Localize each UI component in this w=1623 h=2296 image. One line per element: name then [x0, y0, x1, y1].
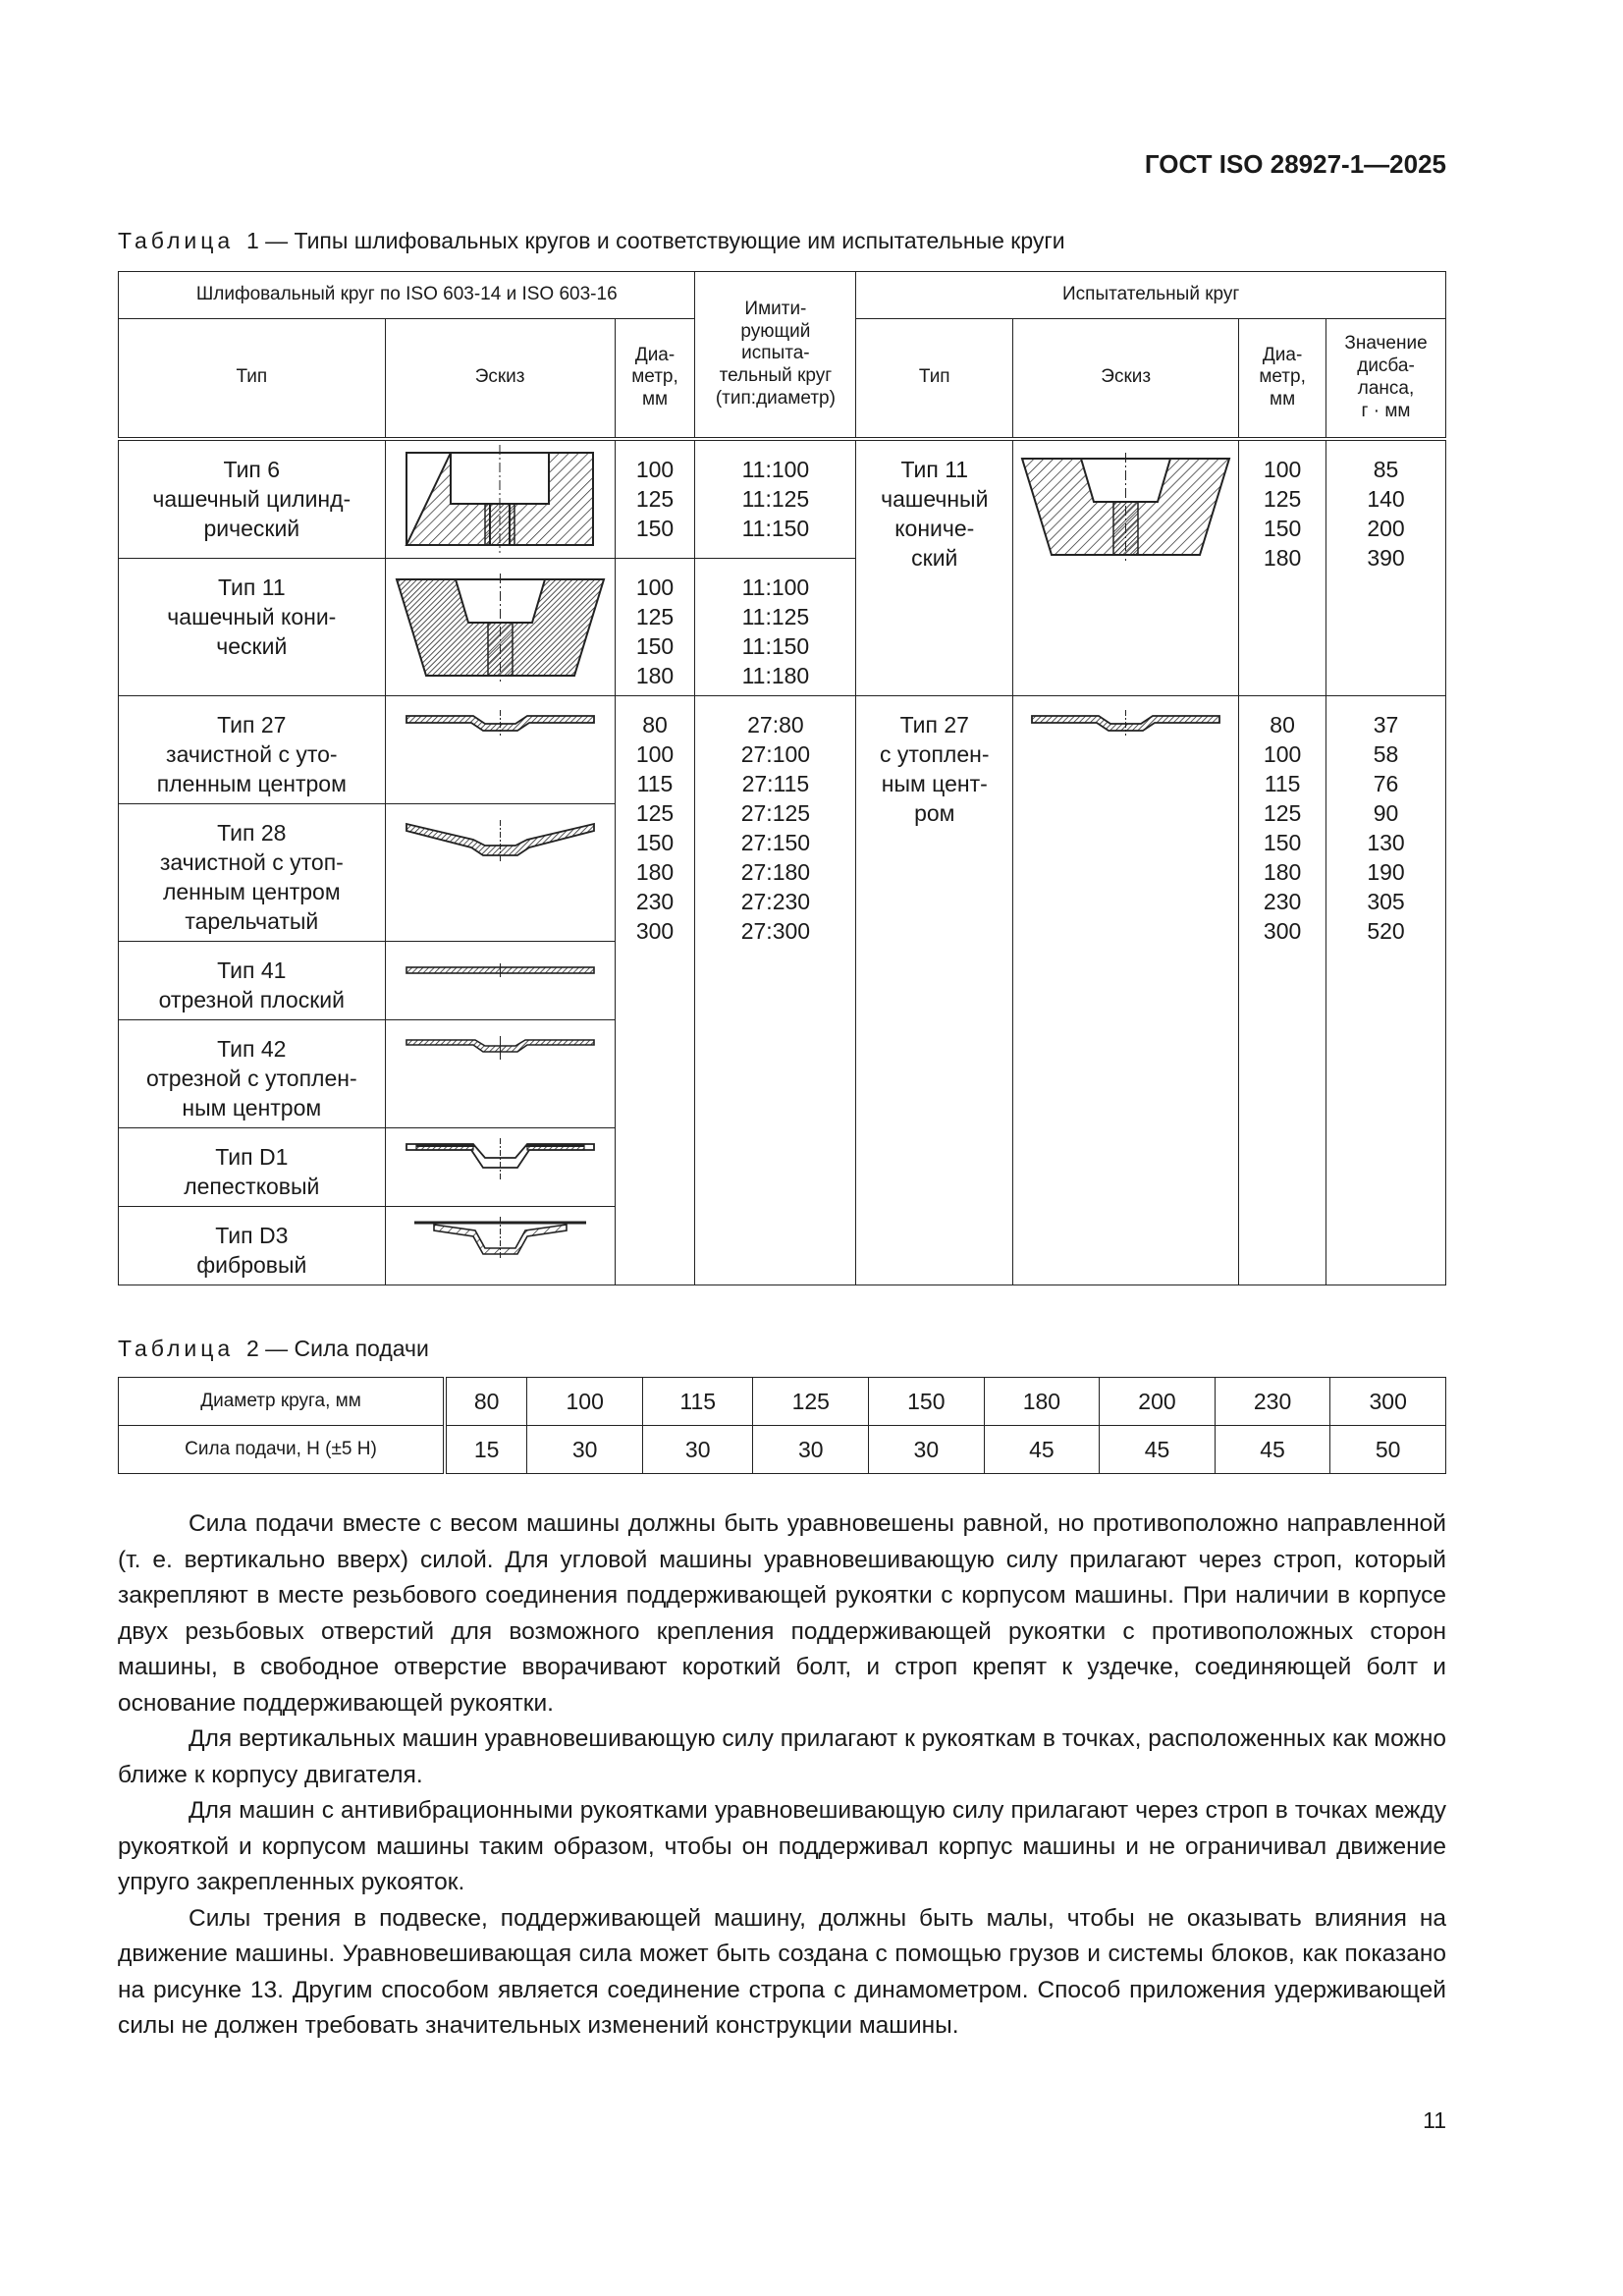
wheel-type-cell: Тип 11 чашечный кони- ческий — [119, 559, 386, 696]
table1-caption: Таблица 1 — Типы шлифовальных кругов и соответствующие им испытательные круги — [118, 228, 1065, 253]
feed-force-value: 45 — [1215, 1426, 1330, 1474]
diameter-value: 180 — [984, 1378, 1100, 1426]
wheel-types-table — [118, 271, 1446, 1285]
header-grinding-wheel: Шлифовальный круг по ISO 603-14 и ISO 603-16 — [119, 272, 695, 319]
diameter-label: Диаметр круга, мм — [119, 1378, 446, 1426]
imitating-cell: 11:100 11:125 11:150 11:180 — [695, 559, 856, 696]
test-type-cell: Тип 11 чашечный кониче- ский — [856, 439, 1013, 696]
wheel-type-cell: Тип D1 лепестковый — [119, 1128, 386, 1207]
diameter-value: 150 — [869, 1378, 985, 1426]
diameter-value: 300 — [1330, 1378, 1446, 1426]
header-test-diameter: Диа- метр, мм — [1239, 319, 1326, 439]
fibre-disc-icon — [385, 1207, 615, 1285]
imitating-cell: 27:80 27:100 27:115 27:125 27:150 27:180 27:230 27:300 — [695, 696, 856, 1285]
flat-cutoff-wheel-icon — [385, 942, 615, 1020]
header-sketch: Эскиз — [385, 319, 615, 439]
test-diameter-cell: 100 125 150 180 — [1239, 439, 1326, 696]
imbalance-cell: 85 140 200 390 — [1326, 439, 1446, 696]
feed-force-value: 15 — [445, 1426, 527, 1474]
feed-force-label: Сила подачи, Н (±5 Н) — [119, 1426, 446, 1474]
flap-disc-icon — [385, 1128, 615, 1207]
page-number: 11 — [1423, 2107, 1446, 2133]
diameter-cell: 100 125 150 — [615, 439, 695, 559]
feed-force-value: 30 — [753, 1426, 869, 1474]
diameter-cell: 80 100 115 125 150 180 230 300 — [615, 696, 695, 1285]
wheel-type-cell: Тип D3 фибровый — [119, 1207, 386, 1285]
cylindrical-cup-wheel-icon — [385, 439, 615, 559]
feed-force-value: 45 — [1100, 1426, 1216, 1474]
paragraph: Для машин с антивибрационными рукоятками уравновешивающую силу прилагают через строп в точках между рукояткой и корпусом машины таким образом, чтобы он поддерживал корпус машины и не ограничивал движение упруго закрепленных рукояток. — [118, 1797, 1446, 1895]
body-text — [118, 1506, 1446, 2045]
depressed-centre-wheel-icon — [1013, 696, 1239, 1285]
saucer-wheel-icon — [385, 804, 615, 942]
diameter-value: 115 — [642, 1378, 753, 1426]
feed-force-value: 45 — [984, 1426, 1100, 1474]
conical-cup-wheel-icon — [385, 559, 615, 696]
paragraph: Сила подачи вместе с весом машины должны быть уравновешены равной, но противоположно направленной (т. е. вертикально вверх) силой. Для угловой машины уравновешивающую силу прилагают через строп, который закрепляют в месте резьбового соединения поддерживающей рукоятки с корпусом машины. При наличии в корпусе двух резьбовых отверстий для возможного крепления поддерживающей рукоятки с противоположных сторон машины, в свободное отверстие вворачивают короткий болт, и строп крепят к уздечке, соединяющей болт и основание поддерживающей рукоятки. — [118, 1510, 1446, 1717]
imbalance-cell: 37 58 76 90 130 190 305 520 — [1326, 696, 1446, 1285]
table2-caption: Таблица 2 — Сила подачи — [118, 1336, 429, 1361]
feed-force-value: 30 — [527, 1426, 643, 1474]
wheel-type-cell: Тип 28 зачистной с утоп- ленным центром тарельчатый — [119, 804, 386, 942]
header-type: Тип — [119, 319, 386, 439]
diameter-value: 200 — [1100, 1378, 1216, 1426]
header-test-type: Тип — [856, 319, 1013, 439]
depressed-centre-wheel-icon — [385, 696, 615, 804]
test-diameter-cell: 80 100 115 125 150 180 230 300 — [1239, 696, 1326, 1285]
feed-force-value: 30 — [869, 1426, 985, 1474]
header-imbalance: Значение дисба- ланса, г · мм — [1326, 319, 1446, 439]
wheel-type-cell: Тип 27 зачистной с уто- пленным центром — [119, 696, 386, 804]
diameter-cell: 100 125 150 180 — [615, 559, 695, 696]
wheel-type-cell: Тип 6 чашечный цилинд- рический — [119, 439, 386, 559]
header-test-wheel: Испытательный круг — [856, 272, 1446, 319]
document-number: ГОСТ ISO 28927-1—2025 — [1144, 149, 1446, 179]
diameter-value: 80 — [445, 1378, 527, 1426]
wheel-type-cell: Тип 41 отрезной плоский — [119, 942, 386, 1020]
header-imitating-wheel: Имити- рующий испыта- тельный круг (тип:диаметр) — [695, 272, 856, 439]
test-type-cell: Тип 27 с утоплен- ным цент- ром — [856, 696, 1013, 1285]
depressed-cutoff-wheel-icon — [385, 1020, 615, 1128]
header-test-sketch: Эскиз — [1013, 319, 1239, 439]
feed-force-table — [118, 1377, 1446, 1474]
diameter-value: 230 — [1215, 1378, 1330, 1426]
paragraph: Для вертикальных машин уравновешивающую силу прилагают к рукояткам в точках, расположенных как можно ближе к корпусу двигателя. — [118, 1725, 1446, 1788]
wheel-type-cell: Тип 42 отрезной с утоплен- ным центром — [119, 1020, 386, 1128]
feed-force-value: 30 — [642, 1426, 753, 1474]
header-diameter: Диа- метр, мм — [615, 319, 695, 439]
conical-cup-wheel-icon — [1013, 439, 1239, 696]
feed-force-value: 50 — [1330, 1426, 1446, 1474]
paragraph: Силы трения в подвеске, поддерживающей машину, должны быть малы, чтобы не оказывать влияния на движение машины. Уравновешивающая сила может быть создана с помощью грузов и системы блоков, как показано на рисунке 13. Другим способом является соединение стропа с динамометром. Способ приложения удерживающей силы не должен требовать значительных изменений конструкции машины. — [118, 1904, 1446, 2039]
imitating-cell: 11:100 11:125 11:150 — [695, 439, 856, 559]
diameter-value: 125 — [753, 1378, 869, 1426]
diameter-value: 100 — [527, 1378, 643, 1426]
